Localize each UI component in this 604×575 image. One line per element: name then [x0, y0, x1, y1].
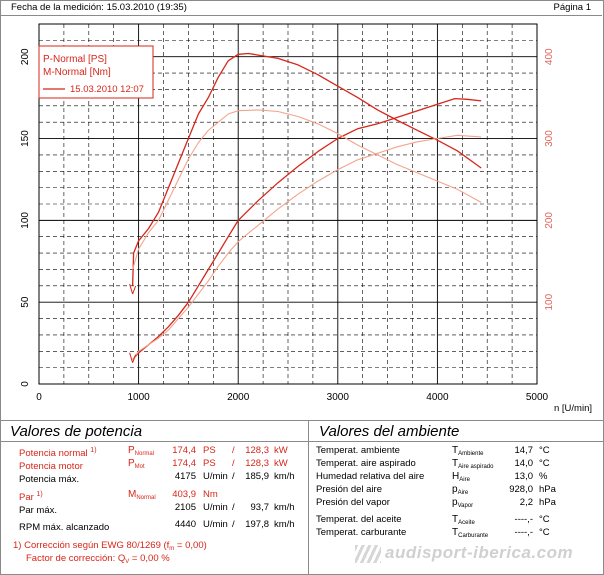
potencia-section	[0, 420, 309, 575]
y-left-tick-label: 50	[20, 296, 31, 308]
ambiente-symbol: $T_{Aire aspirado}$	[452, 458, 494, 470]
potencia-value-1: 4440	[174, 519, 196, 530]
ambiente-value: 14,0	[514, 458, 533, 469]
ambiente-title: Valores del ambiente	[319, 423, 460, 440]
potencia-value-2: 128,3	[245, 445, 269, 456]
legend-entry-torque: M-Normal [Nm]	[43, 67, 111, 78]
potencia-unit-2: km/h	[274, 502, 295, 513]
y-right-tick-label: 300	[544, 130, 555, 147]
potencia-unit-2: kW	[274, 445, 288, 456]
measurement-date: Fecha de la medición: 15.03.2010 (19:35)	[11, 2, 187, 13]
potencia-separator: /	[232, 519, 235, 530]
page-number: Página 1	[553, 2, 591, 13]
potencia-value-2: 93,7	[250, 502, 269, 513]
y-left-tick-label: 100	[20, 212, 31, 229]
potencia-label: Potencia normal $^{1)}$	[19, 447, 97, 460]
legend-run-label: 15.03.2010 12:07	[70, 84, 144, 95]
ambiente-value: 13,0	[514, 471, 533, 482]
x-tick-label: 3000	[326, 392, 349, 403]
ambiente-label: Temperat. aire aspirado	[316, 458, 416, 469]
x-tick-label: 5000	[525, 392, 549, 403]
potencia-unit-1: Nm	[203, 489, 218, 500]
potencia-label: Potencia motor	[19, 461, 83, 473]
ambiente-value: ----,-	[514, 514, 533, 525]
ambiente-unit: °C	[539, 527, 550, 538]
ambiente-symbol: $T_{Aceite}$	[452, 514, 475, 526]
potencia-value-1: 2105	[174, 502, 196, 513]
ambiente-unit: °C	[539, 445, 550, 456]
ambiente-label: Presión del vapor	[316, 497, 390, 508]
potencia-separator: /	[232, 458, 235, 469]
watermark-text: audisport-iberica.com	[385, 543, 574, 562]
potencia-unit-1: U/min	[203, 471, 228, 482]
potencia-value-1: 174,4	[172, 458, 196, 469]
potencia-separator: /	[232, 502, 235, 513]
ambiente-unit: %	[539, 471, 548, 482]
potencia-unit-1: U/min	[203, 519, 228, 530]
potencia-unit-1: U/min	[203, 502, 228, 513]
potencia-symbol: $P_{Normal}$	[128, 445, 155, 457]
y-right-tick-label: 100	[544, 293, 555, 311]
x-tick-label: 1000	[127, 392, 150, 403]
ambiente-value: 14,7	[514, 445, 533, 456]
potencia-value-1: 403,9	[172, 489, 196, 500]
potencia-label: Potencia máx.	[19, 474, 80, 486]
ambiente-value: 928,0	[509, 484, 533, 495]
y-right-tick-label: 200	[544, 212, 555, 229]
x-tick-label: 2000	[227, 392, 250, 403]
potencia-unit-1: PS	[203, 458, 216, 469]
ambiente-symbol: $T_{Carburante}$	[452, 527, 489, 539]
ambiente-unit: °C	[539, 458, 550, 469]
watermark-logo	[355, 545, 381, 563]
footnote-correction: 1) Corrección según EWG 80/1269 $(f_m = 0,00)$	[13, 540, 207, 552]
potencia-label: Par $^{1)}$	[19, 491, 43, 504]
potencia-separator: /	[232, 471, 235, 482]
ambiente-value: 2,2	[519, 497, 533, 508]
x-axis-label: n [U/min]	[553, 403, 592, 414]
ambiente-unit: hPa	[539, 497, 556, 508]
ambiente-label: Presión del aire	[316, 484, 383, 495]
potencia-symbol: $M_{Normal}$	[128, 489, 156, 501]
ambiente-label: Humedad relativa del aire	[316, 471, 425, 482]
ambiente-label: Temperat. del aceite	[316, 514, 402, 525]
legend-entry-power: P-Normal [PS]	[43, 54, 107, 65]
potencia-value-2: 185,9	[245, 471, 269, 482]
ambiente-symbol: $p_{Vapor}$	[452, 497, 474, 509]
potencia-unit-2: km/h	[274, 471, 295, 482]
y-left-tick-label: 200	[20, 48, 31, 66]
potencia-value-1: 174,4	[172, 445, 196, 456]
potencia-value-1: 4175	[174, 471, 196, 482]
ambiente-unit: °C	[539, 514, 550, 525]
y-right-tick-label: 400	[544, 48, 555, 66]
potencia-value-2: 197,8	[245, 519, 269, 530]
potencia-title: Valores de potencia	[10, 423, 143, 440]
potencia-unit-2: kW	[274, 458, 288, 469]
ambiente-symbol: $p_{Aire}$	[452, 484, 469, 496]
footnote-factor: Factor de corrección: $Q_V = 0,00$ %	[26, 553, 170, 565]
ambiente-label: Temperat. ambiente	[316, 445, 400, 456]
potencia-unit-1: PS	[203, 445, 216, 456]
x-tick-label: 0	[36, 392, 42, 403]
potencia-symbol: $P_{Mot}$	[128, 458, 145, 470]
potencia-unit-2: km/h	[274, 519, 295, 530]
ambiente-unit: hPa	[539, 484, 556, 495]
potencia-label: RPM máx. alcanzado	[19, 522, 110, 534]
potencia-value-2: 128,3	[245, 458, 269, 469]
ambiente-symbol: $T_{Ambiente}$	[452, 445, 484, 457]
ambiente-symbol: $H_{Aire}$	[452, 471, 470, 483]
y-left-tick-label: 150	[20, 130, 31, 147]
potencia-separator: /	[232, 445, 235, 456]
potencia-label: Par máx.	[19, 505, 58, 517]
ambiente-value: ----,-	[514, 527, 533, 538]
x-tick-label: 4000	[426, 392, 449, 403]
y-left-tick-label: 0	[20, 381, 31, 387]
ambiente-label: Temperat. carburante	[316, 527, 407, 538]
